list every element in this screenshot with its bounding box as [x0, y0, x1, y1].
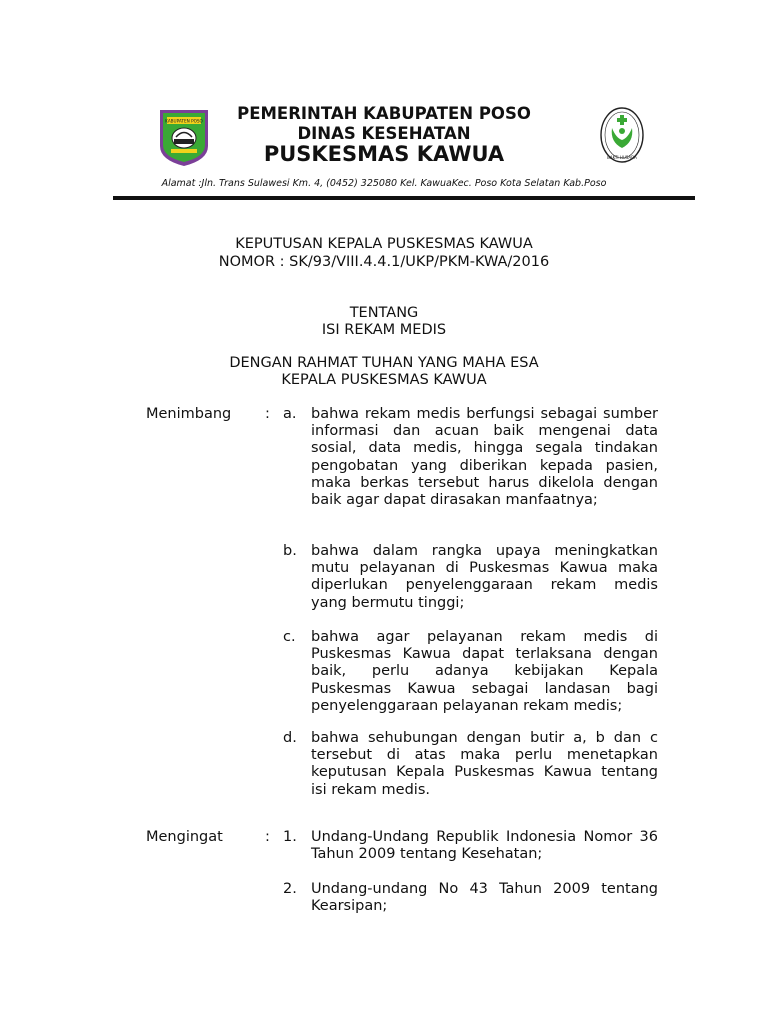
official-title: KEPALA PUSKESMAS KAWUA — [281, 372, 487, 388]
list-item-text: Undang-Undang Republik Indonesia Nomor 36 Tahun 2009 tentang Kesehatan; — [311, 829, 658, 863]
invocation-text: DENGAN RAHMAT TUHAN YANG MAHA ESA — [229, 355, 539, 371]
logo-text: BAKTI HUSADA — [607, 155, 637, 160]
bakti-husada-logo — [598, 104, 646, 166]
list-item-text: bahwa rekam medis berfungsi sebagai sumber informasi dan acuan baik mengenai data sosial, data medis, hingga segala tindakan pengobatan yang diberikan kepada pasien, maka berkas tersebut harus dikelola dengan baik agar dapat dirasakan manfaatnya; — [311, 406, 658, 509]
decree-number: NOMOR : SK/93/VIII.4.4.1/UKP/PKM-KWA/2016 — [218, 254, 550, 270]
decree-subject: ISI REKAM MEDIS — [321, 322, 447, 338]
decree-title: KEPUTUSAN KEPALA PUSKESMAS KAWUA — [235, 236, 533, 252]
menimbang-label: Menimbang — [146, 406, 232, 422]
header-line-2: DINAS KESEHATAN — [297, 124, 471, 143]
mengingat-label: Mengingat — [146, 829, 223, 845]
list-item-marker: 2. — [283, 881, 297, 897]
menimbang-colon: : — [265, 406, 270, 422]
list-item-text: bahwa sehubungan dengan butir a, b dan c tersebut di atas maka perlu menetapkan keputusan Kepala Puskesmas Kawua tentang isi rekam medis. — [311, 730, 658, 798]
list-item-marker: 1. — [283, 829, 297, 845]
list-item-marker: a. — [283, 406, 297, 422]
list-item-text: Undang-undang No 43 Tahun 2009 tentang Kearsipan; — [311, 881, 658, 915]
tentang-label: TENTANG — [349, 305, 419, 321]
address-line: Alamat :Jln. Trans Sulawesi Km. 4, (0452) 325080 Kel. KawuaKec. Poso Kota Selatan Kab.Poso — [161, 178, 607, 189]
mengingat-colon: : — [265, 829, 270, 845]
logo-text: KABUPATEN POSO — [165, 118, 203, 124]
header-rule — [113, 196, 695, 200]
header-line-3: PUSKESMAS KAWUA — [263, 142, 505, 166]
list-item-text: bahwa dalam rangka upaya meningkatkan mutu pelayanan di Puskesmas Kawua maka diperlukan penyelenggaraan rekam medis yang bermutu tinggi; — [311, 543, 658, 611]
list-item-text: bahwa agar pelayanan rekam medis di Puskesmas Kawua dapat terlaksana dengan baik, perlu adanya kebijakan Kepala Puskesmas Kawua sebagai landasan bagi penyelenggaraan pelayanan rekam medis; — [311, 629, 658, 714]
list-item-marker: b. — [283, 543, 297, 559]
list-item-marker: c. — [283, 629, 296, 645]
list-item-marker: d. — [283, 730, 297, 746]
header-line-1: PEMERINTAH KABUPATEN POSO — [237, 104, 531, 123]
